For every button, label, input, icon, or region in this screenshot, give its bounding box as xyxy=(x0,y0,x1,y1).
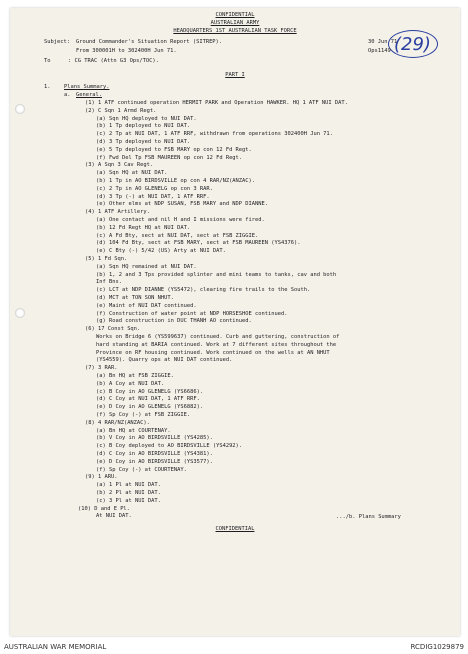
body-line: (7) 3 RAR. xyxy=(85,365,118,372)
archive-id: RCDIG1029879 xyxy=(410,643,464,651)
body-line: (e) D Coy in AO GLENELG (YS6882). xyxy=(96,404,204,411)
body-line: (a) 1 Pl at NUI DAT. xyxy=(96,482,161,489)
body-line: (5) 1 Fd Sqn. xyxy=(85,256,128,262)
body-line: (e) Maint of NUI DAT continued. xyxy=(96,302,197,309)
body-line: (d) C Coy in AO BIRDSVILLE (YS4381). xyxy=(96,451,213,457)
body-line: (b) 2 Pl at NUI DAT. xyxy=(96,490,161,496)
body-line: (a) Sqn HQ at NUI DAT. xyxy=(96,170,168,177)
to-text: : CG TRAC (Attn G3 Ops/TOC). xyxy=(68,58,159,64)
body-line: (c) B Coy in AO GLENELG (YS6686). xyxy=(96,388,204,395)
section-number: 1. xyxy=(44,84,51,90)
body-line: (c) 2 Tp in AO GLENELG op con 3 RAR. xyxy=(96,185,213,192)
body-line: (c) 2 Tp at NUI DAT, 1 ATF RRF, withdrawn from operations 302400H Jun 71. xyxy=(96,131,333,138)
body-line: (f) Sp Coy (-) at COURTENAY. xyxy=(96,466,187,473)
body-line: (c) B Coy deployed to AO BIRDSVILLE (YS4292). xyxy=(96,443,243,450)
body-line: (a) Bn HQ at COURTENAY. xyxy=(96,427,171,434)
body-line: (d) 3 Tp deployed to NUI DAT. xyxy=(96,139,191,145)
to-label: To xyxy=(44,58,51,64)
body-line: (8) 4 RAR/NZ(ANZAC). xyxy=(85,419,150,426)
archive-name: AUSTRALIAN WAR MEMORIAL xyxy=(4,643,107,651)
section-title: Plans Summary. xyxy=(64,84,110,90)
body-line: Inf Bns. xyxy=(96,279,122,286)
body-line: At NUI DAT. xyxy=(96,513,132,520)
part-heading: PART I xyxy=(225,72,245,78)
punch-hole xyxy=(15,104,25,114)
document-page xyxy=(10,8,460,636)
subject-text: Ground Commander's Situation Report (SITREP). xyxy=(76,39,223,45)
body-line: (g) Road construction in DUC THANH AO continued. xyxy=(96,318,252,325)
continuation-note: .../b. Plans Summary xyxy=(336,514,401,520)
body-line: (a) Sqn HQ remained at NUI DAT. xyxy=(96,263,197,270)
body-line: (b) 1 Tp in AO BIRDSVILLE op con 4 RAR/NZ(ANZAC). xyxy=(96,178,256,184)
body-line: hard standing at BARIA continued. Work at 7 different sites throughout the xyxy=(96,341,337,348)
body-line: (d) C Coy at NUI DAT, 1 ATF RRF. xyxy=(96,396,200,403)
body-line: (d) 104 Fd Bty, sect at FSB MARY, sect at FSB MAUREEN (YS4376). xyxy=(96,240,301,247)
body-line: (b) A Coy at NUI DAT. xyxy=(96,380,165,387)
punch-hole xyxy=(15,308,25,318)
body-line: (9) 1 ARU. xyxy=(85,474,118,481)
body-line: (d) 3 Tp (-) at NUI DAT, 1 ATF RRF. xyxy=(96,193,210,200)
subsection-title: General. xyxy=(76,92,102,98)
archive-footer xyxy=(0,640,468,654)
body-line: (6) 17 Const Sqn. xyxy=(85,326,141,333)
body-line: (10) D and E Pl. xyxy=(78,505,130,512)
body-line: (b) 1, 2 and 3 Tps provided splinter and mini teams to tanks, cav and both xyxy=(96,271,337,278)
body-line: (e) Other elms at NDP SUSAN, FSB MARY and NDP DIANNE. xyxy=(96,201,269,208)
body-line: (4) 1 ATF Artillery. xyxy=(85,209,150,216)
body-line: (c) A Fd Bty, sect at NUI DAT, sect at FSB ZIGGIE. xyxy=(96,232,259,239)
classification-bottom: CONFIDENTIAL xyxy=(215,526,255,532)
body-line: (1) 1 ATF continued operation HERMIT PARK and Operation HAWKER. HQ 1 ATF NUI DAT. xyxy=(85,100,348,106)
classification-top: CONFIDENTIAL xyxy=(215,12,255,18)
body-line: (b) 12 Fd Regt HQ at NUI DAT. xyxy=(96,224,191,231)
body-line: (e) C Bty (-) 5/42 (US) Arty at NUI DAT. xyxy=(96,248,226,255)
body-line: (2) C Sqn 1 Armd Regt. xyxy=(85,107,157,114)
body-line: (b) 1 Tp deployed to NUI DAT. xyxy=(96,123,191,130)
body-line: (b) V Coy in AO BIRDSVILLE (YS4285). xyxy=(96,435,213,442)
body-line: (f) Sp Coy (-) at FSB ZIGGIE. xyxy=(96,412,191,418)
body-line: (f) Construction of water point at NDP HORSESHOE continued. xyxy=(96,310,288,317)
body-line: (a) One contact and nil H and I missions were fired. xyxy=(96,217,265,223)
handwritten-ref: (29) xyxy=(394,34,431,55)
body-line: Province on RF housing continued. Work continued on the wells at AN NHUT xyxy=(96,349,330,356)
body-line: Works on Bridge 6 (YS599637) continued. Curb and guttering, construction of xyxy=(96,334,340,340)
subsection-letter: a. xyxy=(64,92,71,98)
ref-number: Ops1149 xyxy=(368,48,391,54)
body-line: (d) MCT at TON SON NHUT. xyxy=(96,295,174,301)
report-period: From 300001H to 302400H Jun 71. xyxy=(76,48,177,54)
subject-label: Subject: xyxy=(44,39,70,45)
org-title: AUSTRALIAN ARMY xyxy=(210,20,260,26)
body-line: (f) Fwd Del Tp FSB MAUREEN op con 12 Fd Regt. xyxy=(96,154,243,161)
body-line: (3) A Sqn 3 Cav Regt. xyxy=(85,162,154,169)
body-line: (e) 5 Tp deployed to FSB MARY op con 12 Fd Regt. xyxy=(96,146,252,153)
body-line: (e) D Coy in AO BIRDSVILLE (YS3577). xyxy=(96,458,213,465)
hq-title: HEADQUARTERS 1ST AUSTRALIAN TASK FORCE xyxy=(173,28,297,34)
report-date: 30 Jun 71 xyxy=(368,39,398,45)
body-line: (a) Bn HQ at FSB ZIGGIE. xyxy=(96,373,174,379)
body-line: (c) 3 Pl at NUI DAT. xyxy=(96,497,161,504)
body-line: (c) LCT at NDP DIANNE (YS5472), clearing fire trails to the South. xyxy=(96,287,311,294)
body-line: (a) Sqn HQ deployed to NUI DAT. xyxy=(96,115,197,122)
body-line: (YS4559). Quarry ops at NUI DAT continued. xyxy=(96,357,233,364)
